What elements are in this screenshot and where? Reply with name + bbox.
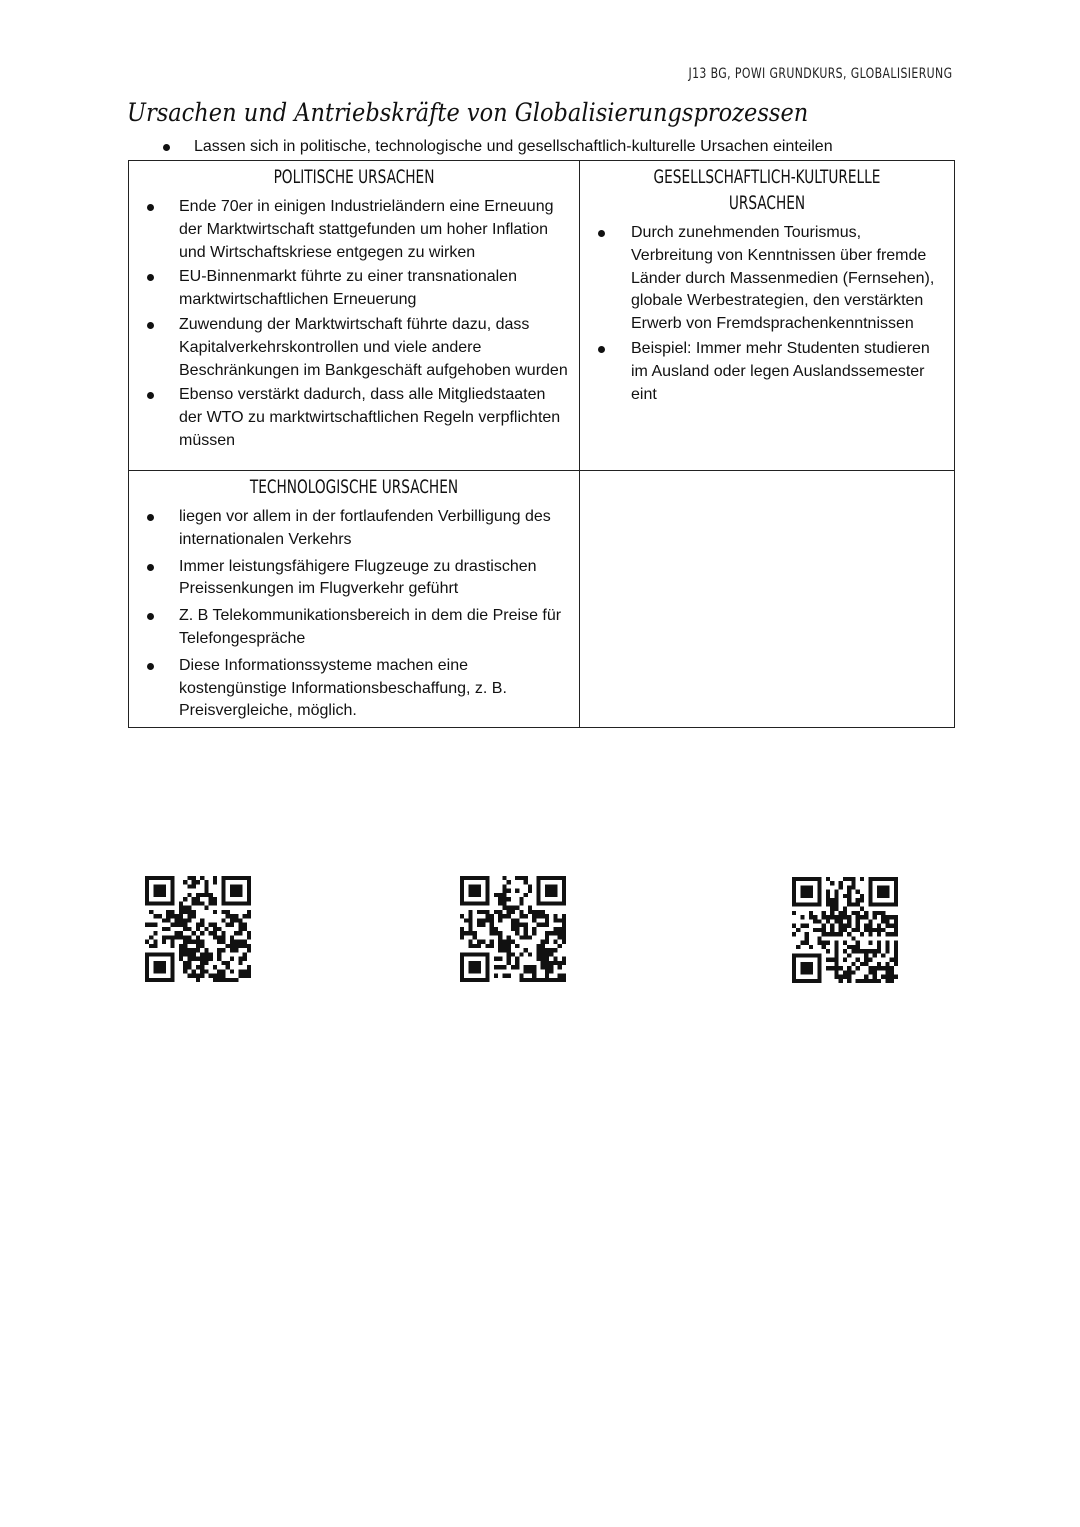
bullet-icon	[147, 274, 154, 281]
list-item: liegen vor allem in der fortlaufenden Verbilligung des internationalen Verkehrs	[129, 506, 579, 552]
political-causes-cell	[129, 161, 580, 471]
qr-code-icon[interactable]	[791, 877, 899, 983]
causes-table	[128, 160, 955, 728]
intro-text: Lassen sich in politische, technologische und gesellschaftlich-kulturelle Ursachen einteilen	[194, 138, 833, 155]
page-title: Ursachen und Antriebskräfte von Globalisierungsprozessen	[127, 98, 809, 127]
bullet-icon	[147, 204, 154, 211]
political-causes-heading: POLITISCHE URSACHEN	[273, 166, 435, 188]
technological-causes-list	[129, 506, 579, 723]
bullet-icon	[147, 564, 154, 571]
empty-cell	[580, 471, 955, 728]
political-causes-list	[129, 196, 579, 453]
list-item: Beispiel: Immer mehr Studenten studieren im Ausland oder legen Auslandssemester eint	[580, 338, 954, 406]
list-item: Durch zunehmenden Tourismus, Verbreitung von Kenntnissen über fremde Länder durch Massenmedien (Fernsehen), globale Werbestrategien, den verstärkten Erwerb von Fremdsprachenkenntnissen	[580, 222, 954, 336]
list-item: EU-Binnenmarkt führte zu einer transnationalen marktwirtschaftlichen Erneuerung	[129, 266, 579, 312]
bullet-icon	[147, 514, 154, 521]
technological-causes-heading: TECHNOLOGISCHE URSACHEN	[249, 476, 459, 498]
bullet-icon	[147, 613, 154, 620]
list-item: Zuwendung der Marktwirtschaft führte dazu, dass Kapitalverkehrskontrollen und viele andere Beschränkungen im Bankgeschäft aufgehoben wurden	[129, 314, 579, 382]
bullet-icon	[147, 663, 154, 670]
list-item: Immer leistungsfähigere Flugzeuge zu drastischen Preissenkungen im Flugverkehr geführt	[129, 556, 579, 602]
social-causes-cell	[580, 161, 955, 471]
bullet-icon	[147, 322, 154, 329]
social-causes-list	[580, 222, 954, 406]
bullet-icon	[598, 230, 605, 237]
list-item: Ebenso verstärkt dadurch, dass alle Mitgliedstaaten der WTO zu marktwirtschaftlichen Regeln verpflichten müssen	[129, 384, 579, 452]
bullet-icon	[147, 392, 154, 399]
bullet-icon	[598, 346, 605, 353]
list-item: Diese Informationssysteme machen eine kostengünstige Informationsbeschaffung, z. B. Preisvergleiche, möglich.	[129, 655, 579, 723]
social-causes-heading: GESELLSCHAFTLICH-KULTURELLE URSACHEN	[653, 166, 881, 214]
qr-code-icon[interactable]	[459, 876, 567, 982]
course-header: J13 BG, POWI GRUNDKURS, GLOBALISIERUNG	[687, 66, 952, 82]
technological-causes-cell	[129, 471, 580, 728]
intro-line	[163, 138, 833, 156]
list-item: Ende 70er in einigen Industrieländern eine Erneuung der Marktwirtschaft stattgefunden um hoher Inflation und Wirtschaftskriese entgegen zu wirken	[129, 196, 579, 264]
qr-code-icon[interactable]	[144, 876, 252, 982]
bullet-icon	[163, 144, 170, 151]
list-item: Z. B Telekommunikationsbereich in dem die Preise für Telefongespräche	[129, 605, 579, 651]
